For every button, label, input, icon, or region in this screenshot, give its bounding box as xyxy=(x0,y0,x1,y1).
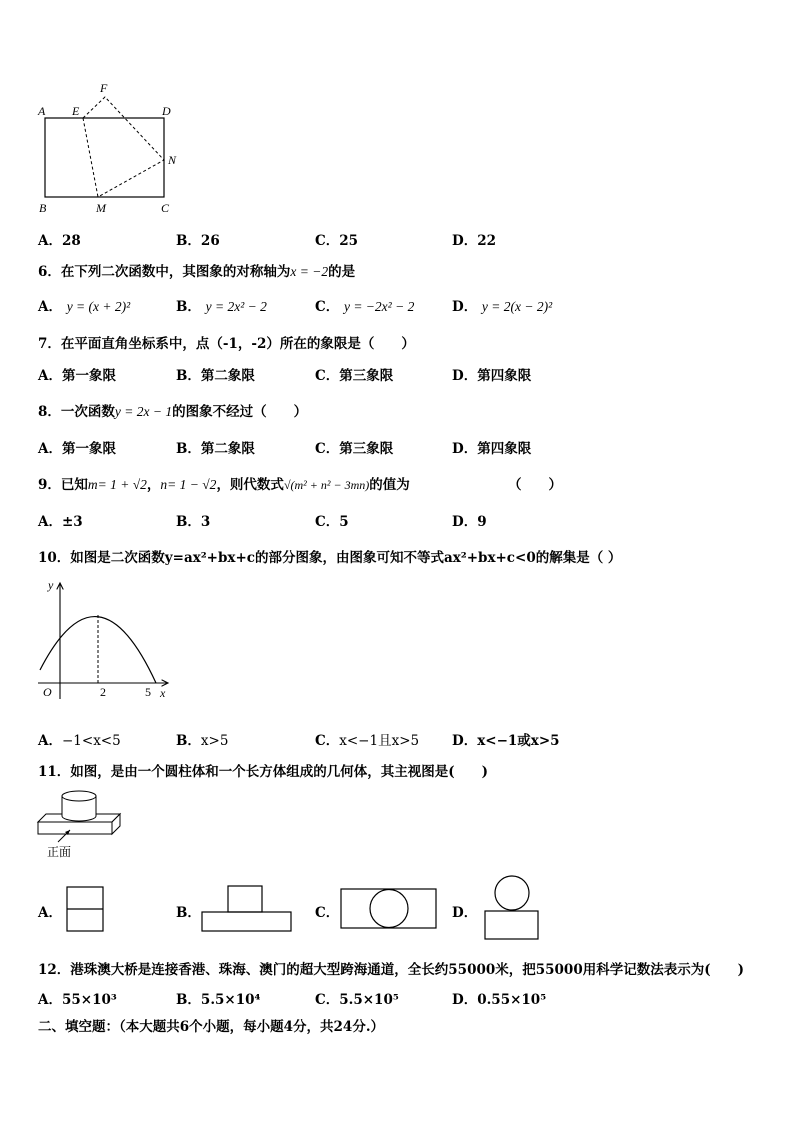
q9-stem-b: ，则代数式 xyxy=(216,477,284,493)
q8-option-b[interactable] xyxy=(176,437,255,457)
option-text: x<−1或x>5 xyxy=(477,733,560,749)
option-label: B． xyxy=(176,992,201,1008)
option-text: y = −2x² − 2 xyxy=(343,299,415,314)
option-text: ±3 xyxy=(61,514,83,530)
q9-n-equation: n= 1 − √2 xyxy=(160,477,217,492)
option-text: 第二象限 xyxy=(200,368,255,384)
q9-stem xyxy=(38,473,410,493)
q11-option-c-view[interactable] xyxy=(339,887,439,931)
q9-stem-c: 的值为 xyxy=(369,477,410,493)
cylinder-top xyxy=(62,791,96,801)
fold-line-em xyxy=(83,118,98,197)
option-text: 5.5×10⁴ xyxy=(200,992,261,1008)
option-label: C． xyxy=(315,233,340,249)
option-text: x<−1且x>5 xyxy=(339,733,420,749)
option-label: C． xyxy=(315,733,340,749)
option-text: 55×10³ xyxy=(61,992,117,1008)
q11-stem: 11．如图，是由一个圆柱体和一个长方体组成的几何体，其主视图是( ) xyxy=(38,764,489,780)
q7-stem: 7．在平面直角坐标系中，点（-1，-2）所在的象限是（ ） xyxy=(38,336,415,352)
label-n: N xyxy=(168,153,177,167)
q8-stem-math: y = 2x − 1 xyxy=(114,404,173,419)
q11-option-b-view[interactable] xyxy=(201,885,294,935)
q9-option-a[interactable] xyxy=(38,510,83,530)
option-text: 5 xyxy=(339,514,349,530)
q9-answer-paren: （ ） xyxy=(508,477,562,493)
option-label: A． xyxy=(38,368,62,384)
label-m: M xyxy=(96,201,106,215)
front-label: 正面 xyxy=(47,845,72,859)
tick-5-label: 5 xyxy=(145,685,151,699)
option-label: C． xyxy=(315,514,340,530)
option-text: 28 xyxy=(61,233,81,249)
option-text: 第四象限 xyxy=(477,368,532,384)
q12-option-c[interactable] xyxy=(315,988,399,1008)
option-label: B． xyxy=(176,233,201,249)
option-text: −1<x<5 xyxy=(61,733,121,749)
option-label: C． xyxy=(315,441,340,457)
option-label: C． xyxy=(315,368,340,384)
label-a: A xyxy=(38,104,46,118)
q9-separator: ， xyxy=(146,477,161,493)
q12-stem: 12．港珠澳大桥是连接香港、珠海、澳门的超大型跨海通道，全长约55000米，把55000用科学记数法表示为( ) xyxy=(38,962,744,978)
option-label: D． xyxy=(452,368,478,384)
q9-m-equation: m= 1 + √2 xyxy=(87,477,147,492)
x-axis-label: x xyxy=(160,686,166,700)
option-text: 26 xyxy=(200,233,220,249)
q11-option-d-view[interactable] xyxy=(483,873,541,943)
q12-option-b[interactable] xyxy=(176,988,260,1008)
option-label: A． xyxy=(38,514,62,530)
q11-option-a-view[interactable] xyxy=(66,886,106,934)
q6-option-a[interactable] xyxy=(38,295,130,315)
option-text: 第三象限 xyxy=(339,368,394,384)
q12-option-a[interactable] xyxy=(38,988,117,1008)
q6-option-b[interactable] xyxy=(176,295,267,315)
origin-label: O xyxy=(43,685,52,699)
option-text: 5.5×10⁵ xyxy=(339,992,399,1008)
q10-option-a[interactable] xyxy=(38,729,121,749)
option-label: D． xyxy=(452,733,478,749)
q10-option-d[interactable] xyxy=(452,729,560,749)
q11-option-d-label[interactable]: D． xyxy=(452,905,478,921)
rectangle-abcd xyxy=(45,118,164,197)
option-text: y = (x + 2)² xyxy=(66,299,131,314)
q6-option-d[interactable] xyxy=(452,295,552,315)
option-text: 第一象限 xyxy=(61,441,116,457)
option-text: 第三象限 xyxy=(339,441,394,457)
q10-stem: 10．如图是二次函数y=ax²+bx+c的部分图象，由图象可知不等式ax²+bx+c<0的解集是（ ） xyxy=(38,550,622,566)
option-text: 3 xyxy=(200,514,211,530)
q5-option-c[interactable] xyxy=(315,229,358,249)
q7-option-a[interactable] xyxy=(38,364,116,384)
option-label: D． xyxy=(452,441,478,457)
q12-option-d[interactable] xyxy=(452,988,546,1008)
q10-parabola-graph xyxy=(36,575,176,705)
option-text: y = 2x² − 2 xyxy=(205,299,267,314)
q9-option-d[interactable] xyxy=(452,510,487,530)
y-axis-label: y xyxy=(48,578,54,592)
q9-option-c[interactable] xyxy=(315,510,349,530)
section-2-title: 二、填空题：（本大题共6个小题，每小题4分，共24分.） xyxy=(38,1019,385,1035)
q8-stem-text: 8．一次函数 xyxy=(38,404,115,420)
q10-option-b[interactable] xyxy=(176,729,228,749)
option-text: 25 xyxy=(339,233,359,249)
tick-2-label: 2 xyxy=(100,685,106,699)
box-front-face xyxy=(38,822,112,834)
q11-option-b-label[interactable]: B． xyxy=(176,905,201,921)
option-text: 0.55×10⁵ xyxy=(477,992,547,1008)
q8-stem-end: 的图象不经过（ ） xyxy=(172,404,308,420)
option-label: A． xyxy=(38,733,62,749)
option-label: B． xyxy=(176,441,201,457)
q6-stem xyxy=(38,260,355,280)
q9-option-b[interactable] xyxy=(176,510,210,530)
q7-option-d[interactable] xyxy=(452,364,531,384)
label-f: F xyxy=(100,81,108,95)
option-label: D． xyxy=(452,233,478,249)
q6-stem-text: 6．在下列二次函数中，其图象的对称轴为 xyxy=(38,264,291,280)
q6-stem-math: x = −2 xyxy=(290,264,329,279)
option-label: A． xyxy=(38,299,62,315)
option-label: B． xyxy=(176,299,201,315)
q9-expression: √(m² + n² − 3mn) xyxy=(283,478,370,492)
option-label: D． xyxy=(452,992,478,1008)
q7-option-c[interactable] xyxy=(315,364,393,384)
option-label: B． xyxy=(176,733,201,749)
q9-stem-a: 9．已知 xyxy=(38,477,88,493)
option-text: 9 xyxy=(477,514,487,530)
option-label: B． xyxy=(176,514,201,530)
option-text: y = 2(x − 2)² xyxy=(481,299,553,314)
option-label: C． xyxy=(315,299,340,315)
option-label: D． xyxy=(452,514,478,530)
q5-option-d[interactable] xyxy=(452,229,496,249)
label-d: D xyxy=(162,104,171,118)
q6-option-c[interactable] xyxy=(315,295,414,315)
q8-option-c[interactable] xyxy=(315,437,393,457)
option-text: 第四象限 xyxy=(477,441,532,457)
option-text: 第二象限 xyxy=(200,441,255,457)
option-label: B． xyxy=(176,368,201,384)
q11-option-c-label[interactable]: C． xyxy=(315,905,340,921)
option-label: A． xyxy=(38,233,62,249)
q5-option-a[interactable] xyxy=(38,229,81,249)
folded-part xyxy=(83,97,164,197)
label-b: B xyxy=(39,201,47,215)
q5-rectangle-figure xyxy=(30,78,190,218)
q5-option-b[interactable] xyxy=(176,229,220,249)
label-c: C xyxy=(161,201,170,215)
q11-option-a-label[interactable]: A． xyxy=(38,905,62,921)
option-label: D． xyxy=(452,299,478,315)
q6-stem-end: 的是 xyxy=(328,264,356,280)
option-text: 第一象限 xyxy=(61,368,116,384)
option-label: A． xyxy=(38,992,62,1008)
option-label: C． xyxy=(315,992,340,1008)
q11-solid-figure xyxy=(36,786,136,848)
option-label: A． xyxy=(38,441,62,457)
q8-stem xyxy=(38,400,307,420)
option-text: x>5 xyxy=(200,733,229,749)
q10-option-c[interactable] xyxy=(315,729,419,749)
q8-option-d[interactable] xyxy=(452,437,531,457)
label-e: E xyxy=(72,104,80,118)
q8-option-a[interactable] xyxy=(38,437,116,457)
q7-option-b[interactable] xyxy=(176,364,255,384)
option-text: 22 xyxy=(477,233,497,249)
